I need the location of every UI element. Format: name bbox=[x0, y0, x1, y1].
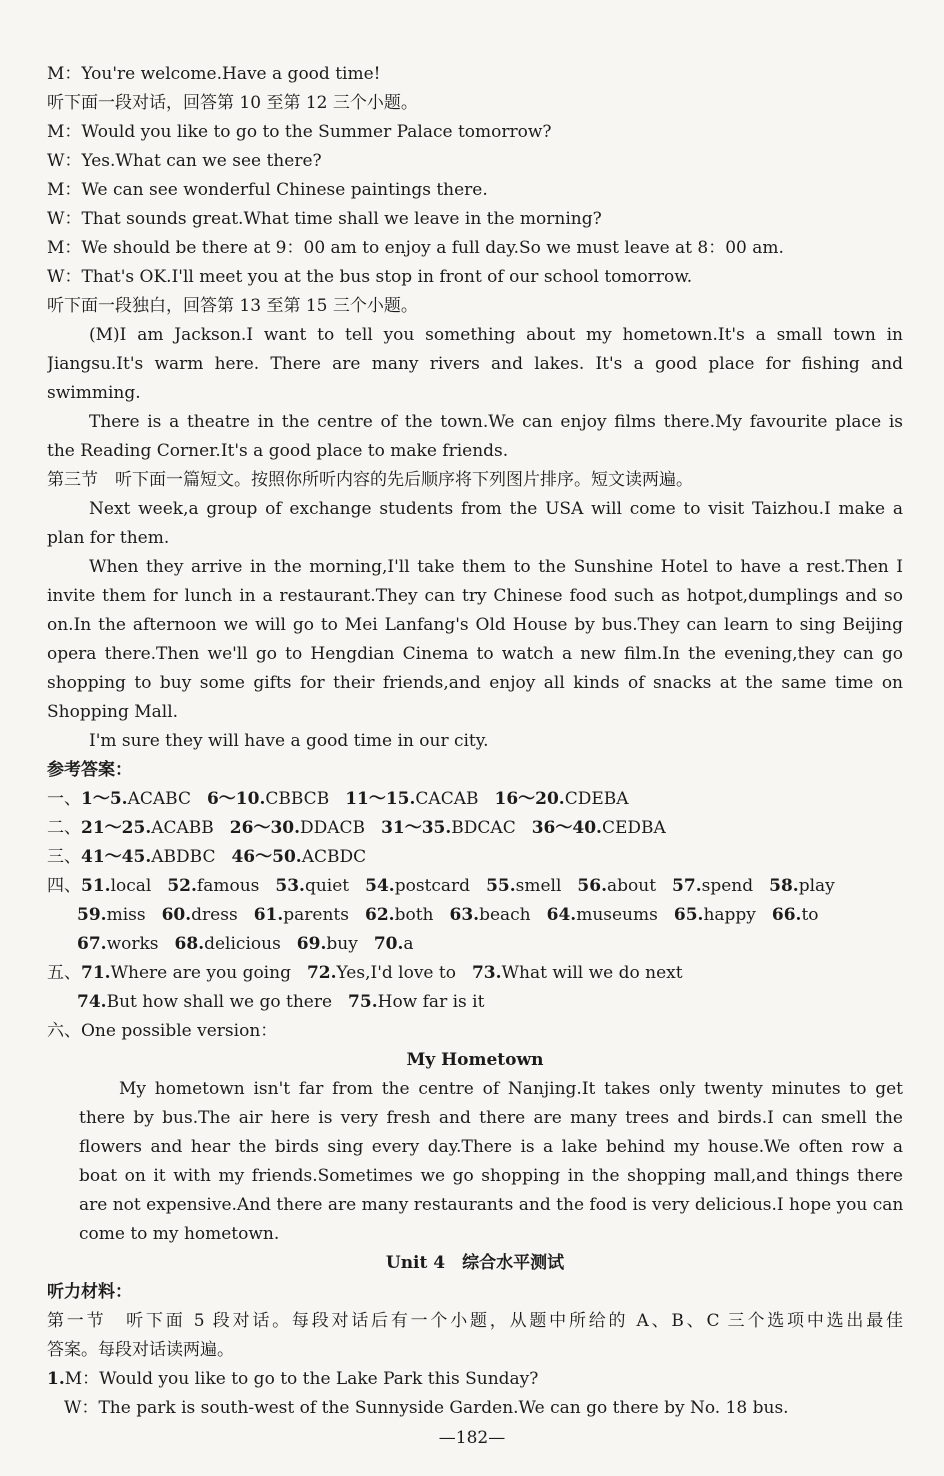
answer-number: 46～50. bbox=[231, 847, 302, 867]
answer-value: ACABB bbox=[151, 818, 214, 838]
answer-value: works bbox=[106, 934, 159, 954]
answer-value: Yes,I'd love to bbox=[336, 963, 456, 983]
answers-heading: 参考答案： bbox=[47, 760, 132, 780]
answer-key bbox=[47, 785, 903, 1046]
answer-row: 六、One possible version： bbox=[47, 1021, 278, 1041]
answer-number: 16～20. bbox=[494, 789, 565, 809]
answer-value: buy bbox=[326, 934, 358, 954]
answer-number: 64. bbox=[546, 905, 577, 925]
row-prefix: 二、 bbox=[47, 818, 81, 838]
answer-value: DDACB bbox=[300, 818, 366, 838]
answer-number: 70. bbox=[373, 934, 404, 954]
listening-heading: 听力材料： bbox=[47, 1282, 132, 1302]
answer-value: quiet bbox=[304, 876, 350, 896]
answer-value: ACABC bbox=[127, 789, 191, 809]
answer-number: 31～35. bbox=[381, 818, 452, 838]
answer-item bbox=[365, 905, 433, 925]
text-line: M：We can see wonderful Chinese paintings there. bbox=[47, 180, 488, 200]
answer-value: famous bbox=[196, 876, 260, 896]
answer-number: 1～5. bbox=[81, 789, 128, 809]
answer-value: miss bbox=[106, 905, 146, 925]
text-line: M：We should be there at 9：00 am to enjoy a full day.So we must leave at 8：00 am. bbox=[47, 238, 784, 258]
answer-item bbox=[230, 818, 365, 838]
answer-number: 63. bbox=[449, 905, 480, 925]
answer-number: 6～10. bbox=[206, 789, 266, 809]
row-prefix: 三、 bbox=[47, 847, 81, 867]
text-line: plan for them. bbox=[47, 528, 170, 548]
answer-row bbox=[47, 785, 903, 814]
answer-item bbox=[547, 905, 658, 925]
section-heading: 答案。每段对话读两遍。 bbox=[47, 1340, 234, 1360]
row-prefix: 四、 bbox=[47, 876, 81, 896]
answer-row bbox=[47, 843, 903, 872]
answer-item bbox=[449, 905, 530, 925]
answer-item bbox=[486, 876, 561, 896]
answer-item bbox=[81, 847, 215, 867]
answer-value: museums bbox=[576, 905, 658, 925]
answer-value: smell bbox=[515, 876, 562, 896]
text-line: the Reading Corner.It's a good place to make friends. bbox=[47, 441, 509, 461]
text-line: W：Yes.What can we see there? bbox=[47, 151, 322, 171]
instruction-line: 听下面一段独白，回答第 13 至第 15 三个小题。 bbox=[47, 296, 418, 316]
text-line: invite them for lunch in a restaurant.They can try Chinese food such as hotpot,dumplings and so bbox=[47, 586, 903, 606]
answer-row bbox=[47, 901, 903, 930]
answer-value: a bbox=[403, 934, 414, 954]
essay-body bbox=[47, 1075, 903, 1249]
answer-items bbox=[81, 876, 851, 896]
answer-items bbox=[77, 992, 500, 1012]
instruction-line: 听下面一段对话，回答第 10 至第 12 三个小题。 bbox=[47, 93, 418, 113]
answer-item bbox=[307, 963, 456, 983]
answer-value: parents bbox=[283, 905, 349, 925]
answer-row bbox=[47, 872, 903, 901]
answer-item bbox=[254, 905, 349, 925]
answer-value: Where are you going bbox=[110, 963, 291, 983]
passage-section bbox=[47, 495, 903, 756]
answer-row bbox=[47, 930, 903, 959]
answer-item bbox=[472, 963, 683, 983]
text-line: on.In the afternoon we will go to Mei Lanfang's Old House by bus.They can learn to sing Beijing bbox=[47, 615, 903, 635]
answer-value: about bbox=[607, 876, 657, 896]
answer-value: happy bbox=[703, 905, 756, 925]
answer-item bbox=[494, 789, 628, 809]
answer-value: CEDBA bbox=[601, 818, 666, 838]
answer-value: How far is it bbox=[377, 992, 485, 1012]
answer-item bbox=[81, 818, 214, 838]
answer-items bbox=[81, 818, 682, 838]
answer-item bbox=[532, 818, 666, 838]
answer-value: CACAB bbox=[415, 789, 479, 809]
answer-number: 75. bbox=[348, 992, 378, 1012]
text-line: W：That's OK.I'll meet you at the bus stop in front of our school tomorrow. bbox=[47, 267, 693, 287]
answer-number: 69. bbox=[296, 934, 327, 954]
answer-item bbox=[167, 876, 259, 896]
answer-item bbox=[674, 905, 756, 925]
answer-item bbox=[207, 789, 329, 809]
answer-number: 41～45. bbox=[81, 847, 152, 867]
answer-number: 36～40. bbox=[531, 818, 602, 838]
answer-number: 68. bbox=[174, 934, 205, 954]
text-line: Next week,a group of exchange students from the USA will come to visit Taizhou.I make a bbox=[89, 499, 903, 519]
answer-item bbox=[231, 847, 366, 867]
text-line: are not expensive.And there are many restaurants and the food is very delicious.I hope you can bbox=[79, 1195, 903, 1215]
essay-title: My Hometown bbox=[406, 1050, 544, 1070]
answer-value: delicious bbox=[204, 934, 281, 954]
answer-number: 62. bbox=[365, 905, 395, 925]
answer-item bbox=[77, 934, 159, 954]
answer-value: dress bbox=[191, 905, 238, 925]
answer-number: 54. bbox=[365, 876, 395, 896]
answer-item bbox=[381, 818, 516, 838]
answer-value: BDCAC bbox=[451, 818, 516, 838]
text-line: opera there.Then we'll go to Hengdian Cinema to watch a new film.In the evening,they can go bbox=[47, 644, 903, 664]
text-line: There is a theatre in the centre of the town.We can enjoy films there.My favourite place is bbox=[89, 412, 903, 432]
answer-number: 71. bbox=[81, 963, 111, 983]
answer-row bbox=[47, 988, 903, 1017]
answer-item bbox=[348, 992, 484, 1012]
answer-number: 51. bbox=[81, 876, 111, 896]
answer-number: 60. bbox=[161, 905, 192, 925]
answer-value: play bbox=[798, 876, 835, 896]
answer-item bbox=[77, 905, 146, 925]
answer-items bbox=[77, 905, 835, 925]
answer-row bbox=[47, 959, 903, 988]
answer-number: 58. bbox=[769, 876, 799, 896]
answer-number: 72. bbox=[306, 963, 337, 983]
monologue-section bbox=[47, 321, 903, 466]
unit-title: Unit 4 综合水平测试 bbox=[385, 1253, 565, 1273]
text-line: swimming. bbox=[47, 383, 141, 403]
answer-items bbox=[77, 934, 430, 954]
answer-item bbox=[81, 789, 191, 809]
answer-value: local bbox=[110, 876, 152, 896]
answer-item bbox=[81, 876, 151, 896]
answer-number: 65. bbox=[673, 905, 704, 925]
text-line: M：You're welcome.Have a good time! bbox=[47, 64, 381, 84]
text-line: boat on it with my friends.Sometimes we go shopping in the shopping mall,and things there bbox=[79, 1166, 903, 1186]
answer-number: 73. bbox=[471, 963, 502, 983]
answer-value: CBBCB bbox=[265, 789, 330, 809]
answer-items bbox=[81, 789, 645, 809]
answer-item bbox=[297, 934, 358, 954]
text-line: Shopping Mall. bbox=[47, 702, 179, 722]
answer-items bbox=[81, 963, 699, 983]
answer-item bbox=[365, 876, 470, 896]
answer-number: 66. bbox=[771, 905, 802, 925]
row-prefix: 五、 bbox=[47, 963, 81, 983]
answer-value: both bbox=[394, 905, 434, 925]
answer-number: 67. bbox=[77, 934, 107, 954]
section-heading: 第一节 听下面 5 段对话。每段对话后有一个小题，从题中所给的 A、B、C 三个选项中选出最佳 bbox=[47, 1311, 903, 1331]
answer-number: 26～30. bbox=[229, 818, 301, 838]
text-line: there by bus.The air here is very fresh and there are many trees and birds.I can smell the bbox=[79, 1108, 903, 1128]
text-line: W：That sounds great.What time shall we leave in the morning? bbox=[47, 209, 602, 229]
answer-number: 52. bbox=[167, 876, 197, 896]
text-line: Jiangsu.It's warm here. There are many rivers and lakes. It's a good place for fishing and bbox=[47, 354, 903, 374]
text-line: flowers and hear the birds sing every day.There is a lake behind my house.We often row a bbox=[79, 1137, 903, 1157]
text-line: My hometown isn't far from the centre of Nanjing.It takes only twenty minutes to get bbox=[119, 1079, 903, 1099]
answer-item bbox=[772, 905, 819, 925]
answer-item bbox=[175, 934, 281, 954]
answer-value: But how shall we go there bbox=[106, 992, 333, 1012]
question-text: M：Would you like to go to the Lake Park this Sunday? bbox=[64, 1369, 539, 1389]
page-number: —182— bbox=[438, 1428, 506, 1448]
answer-item bbox=[275, 876, 349, 896]
text-line: I'm sure they will have a good time in our city. bbox=[89, 731, 489, 751]
answer-value: to bbox=[801, 905, 819, 925]
answer-item bbox=[577, 876, 656, 896]
text-line: shopping to buy some gifts for their friends,and enjoy all kinds of snacks at the same time on bbox=[47, 673, 903, 693]
answer-number: 21～25. bbox=[81, 818, 152, 838]
row-prefix: 一、 bbox=[47, 789, 81, 809]
text-line: When they arrive in the morning,I'll take them to the Sunshine Hotel to have a rest.Then I bbox=[89, 557, 903, 577]
question-line bbox=[47, 1365, 903, 1394]
text-line: M：Would you like to go to the Summer Palace tomorrow? bbox=[47, 122, 552, 142]
answer-number: 74. bbox=[77, 992, 107, 1012]
answer-items bbox=[81, 847, 382, 867]
answer-item bbox=[77, 992, 332, 1012]
text-line: (M)I am Jackson.I want to tell you something about my hometown.It's a small town in bbox=[89, 325, 903, 345]
answer-value: spend bbox=[701, 876, 754, 896]
dialog-section bbox=[47, 60, 903, 321]
answer-value: ABDBC bbox=[151, 847, 216, 867]
answer-number: 53. bbox=[275, 876, 305, 896]
answer-value: What will we do next bbox=[501, 963, 683, 983]
answer-value: CDEBA bbox=[564, 789, 629, 809]
answer-number: 57. bbox=[672, 876, 702, 896]
answer-value: postcard bbox=[394, 876, 471, 896]
text-line: come to my hometown. bbox=[79, 1224, 280, 1244]
answer-item bbox=[672, 876, 753, 896]
answer-value: beach bbox=[479, 905, 531, 925]
answer-number: 11～15. bbox=[345, 789, 416, 809]
section-heading: 第三节 听下面一篇短文。按照你所听内容的先后顺序将下列图片排序。短文读两遍。 bbox=[47, 470, 693, 490]
answer-item bbox=[162, 905, 238, 925]
answer-number: 56. bbox=[577, 876, 607, 896]
answer-row bbox=[47, 814, 903, 843]
question-number: 1. bbox=[47, 1369, 65, 1389]
page-content bbox=[47, 60, 903, 1423]
answer-number: 61. bbox=[253, 905, 284, 925]
answer-number: 59. bbox=[77, 905, 107, 925]
answer-item bbox=[769, 876, 835, 896]
answer-item bbox=[345, 789, 478, 809]
answer-item bbox=[81, 963, 291, 983]
answer-number: 55. bbox=[486, 876, 516, 896]
answer-item bbox=[374, 934, 414, 954]
answer-value: ACBDC bbox=[301, 847, 367, 867]
question-line: W：The park is south-west of the Sunnyside Garden.We can go there by No. 18 bus. bbox=[64, 1398, 789, 1418]
